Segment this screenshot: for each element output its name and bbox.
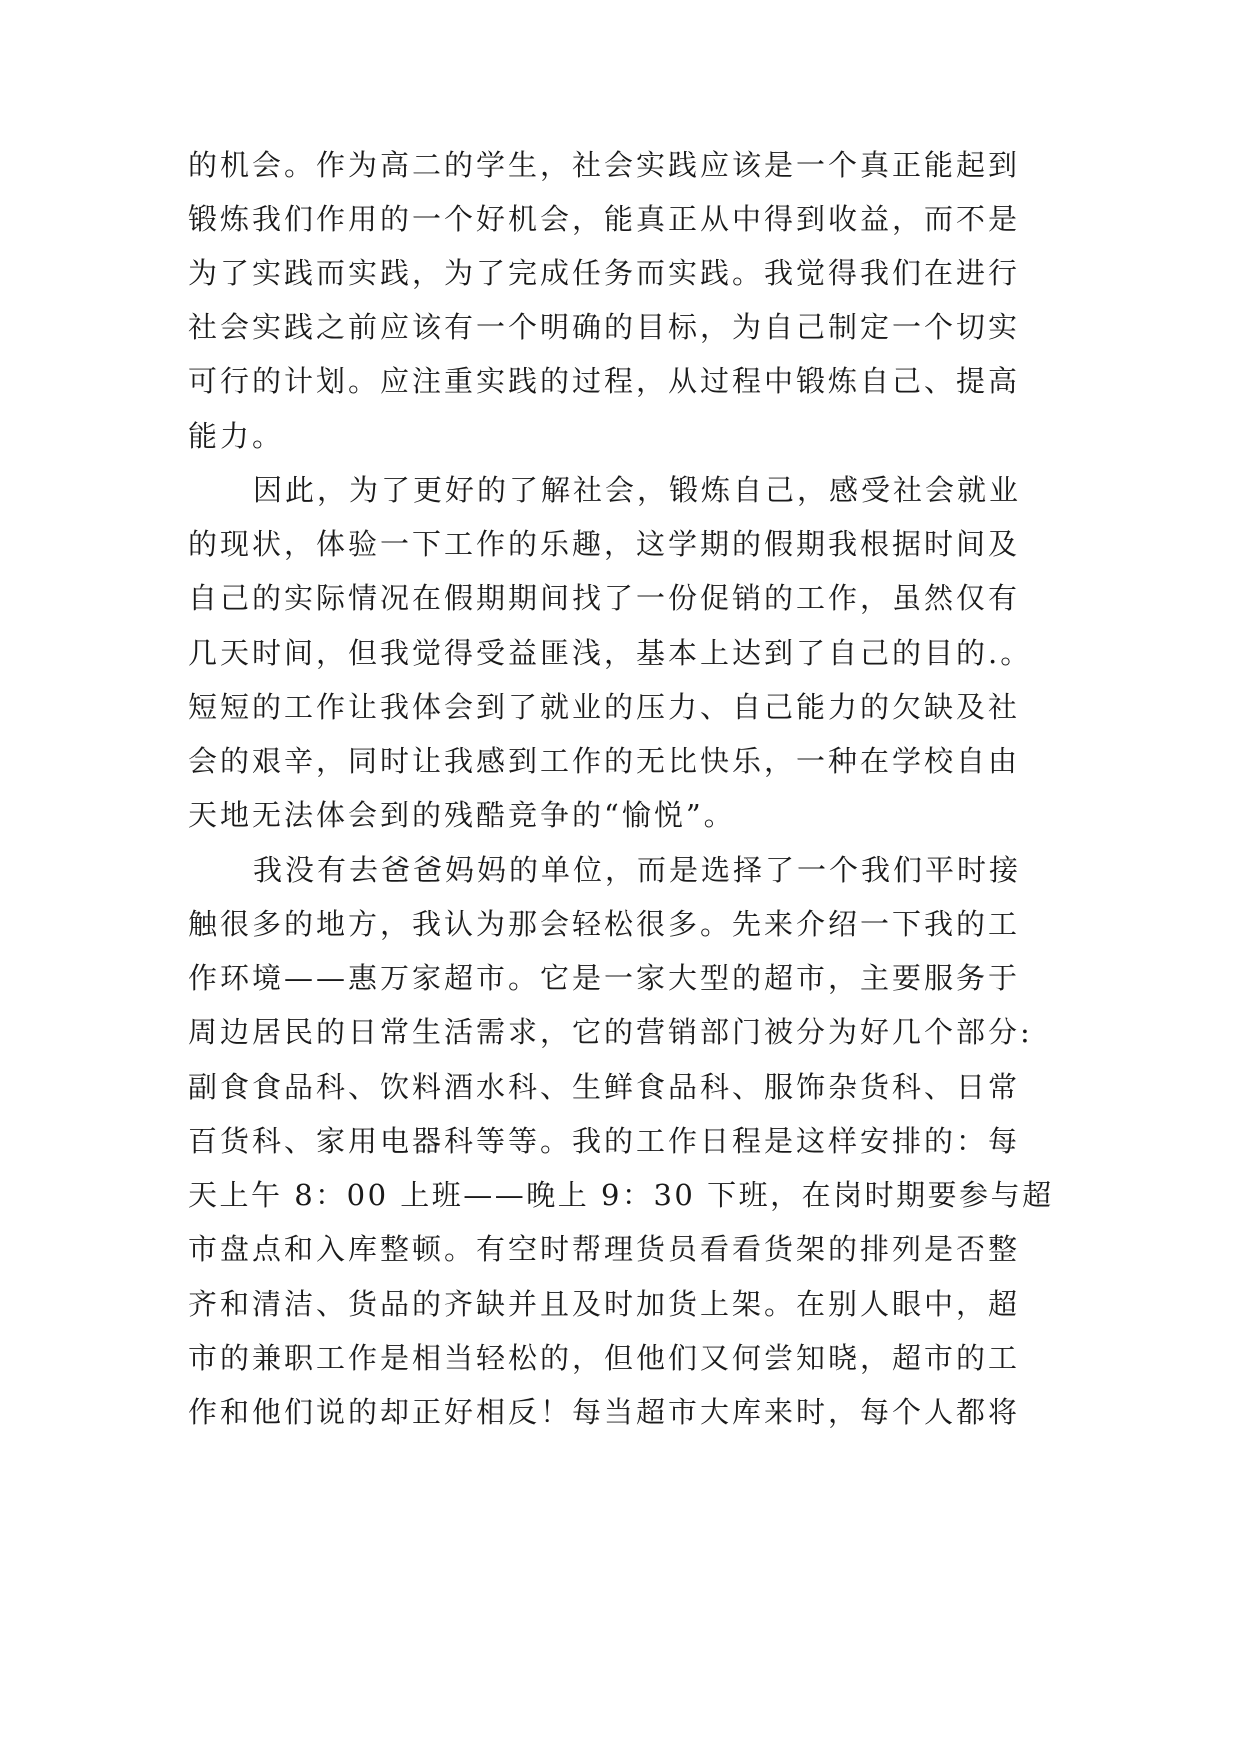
paragraph-first-line: 因此，为了更好的了解社会，锻炼自己，感受社会就业 [253, 473, 1022, 507]
text-line: 锻炼我们作用的一个好机会，能真正从中得到收益，而不是 [188, 202, 1021, 236]
text-line: 触很多的地方，我认为那会轻松很多。先来介绍一下我的工 [188, 907, 1021, 941]
text-line: 天上午 8：00 上班——晚上 9：30 下班，在岗时期要参与超 [188, 1178, 1054, 1212]
paragraph-first-line: 我没有去爸爸妈妈的单位，而是选择了一个我们平时接 [253, 853, 1022, 887]
text-line: 市盘点和入库整顿。有空时帮理货员看看货架的排列是否整 [188, 1232, 1021, 1266]
text-line: 可行的计划。应注重实践的过程，从过程中锻炼自己、提高 [188, 364, 1021, 398]
text-line: 能力。 [188, 419, 285, 453]
text-line: 齐和清洁、货品的齐缺并且及时加货上架。在别人眼中，超 [188, 1287, 1021, 1321]
text-line: 市的兼职工作是相当轻松的，但他们又何尝知晓，超市的工 [188, 1341, 1021, 1375]
text-line: 作环境——惠万家超市。它是一家大型的超市，主要服务于 [188, 961, 1021, 995]
text-line: 会的艰辛，同时让我感到工作的无比快乐，一种在学校自由 [188, 744, 1021, 778]
text-line: 自己的实际情况在假期期间找了一份促销的工作，虽然仅有 [188, 581, 1021, 615]
text-line: 周边居民的日常生活需求，它的营销部门被分为好几个部分: [188, 1015, 1033, 1049]
text-line: 天地无法体会到的残酷竞争的“愉悦”。 [188, 798, 736, 832]
text-line: 几天时间，但我觉得受益匪浅，基本上达到了自己的目的.。 [188, 636, 1033, 670]
text-line: 社会实践之前应该有一个明确的目标，为自己制定一个切实 [188, 310, 1021, 344]
text-line: 副食食品科、饮料酒水科、生鲜食品科、服饰杂货科、日常 [188, 1070, 1021, 1104]
text-line: 作和他们说的却正好相反！每当超市大库来时，每个人都将 [188, 1395, 1021, 1429]
text-line: 百货科、家用电器科等等。我的工作日程是这样安排的：每 [188, 1124, 1021, 1158]
text-line: 的现状，体验一下工作的乐趣，这学期的假期我根据时间及 [188, 527, 1021, 561]
text-line: 为了实践而实践，为了完成任务而实践。我觉得我们在进行 [188, 256, 1021, 290]
text-line: 短短的工作让我体会到了就业的压力、自己能力的欠缺及社 [188, 690, 1021, 724]
text-line: 的机会。作为高二的学生，社会实践应该是一个真正能起到 [188, 148, 1021, 182]
